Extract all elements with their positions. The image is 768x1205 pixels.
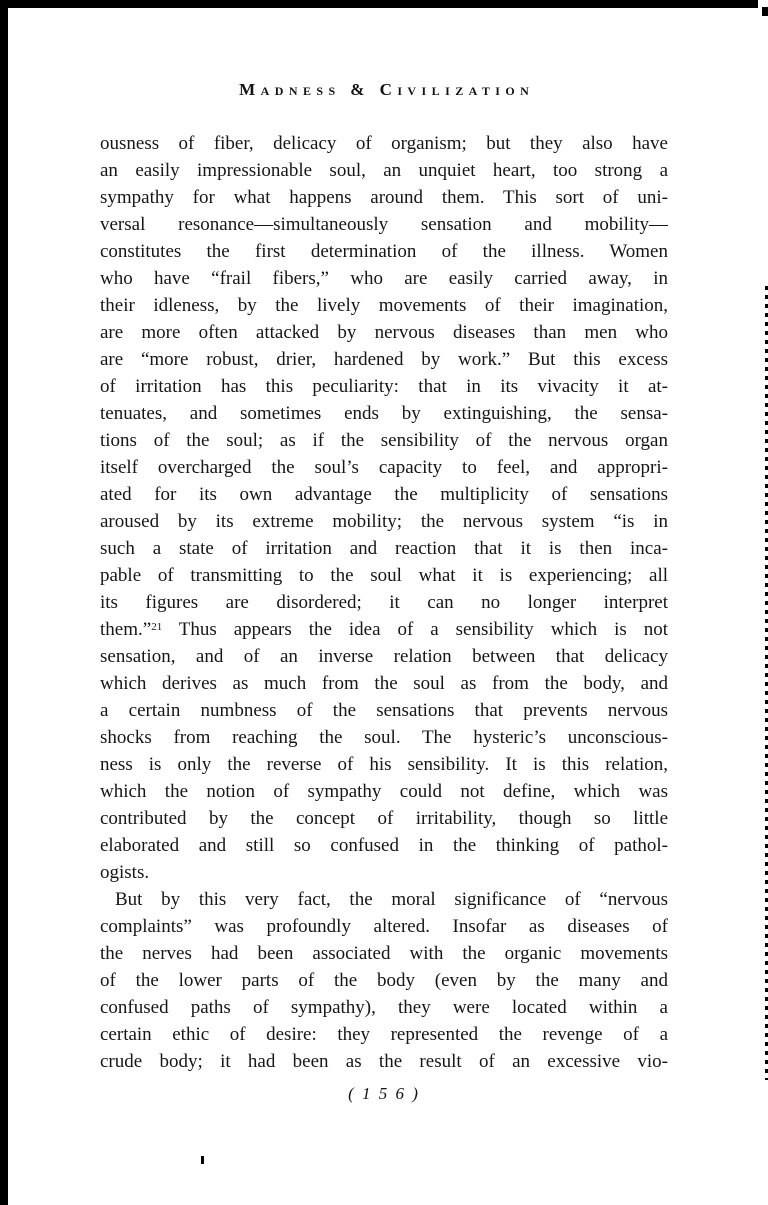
text-line: a certain numbness of the sensations that prevents nervous xyxy=(100,700,668,721)
text-line: sensation, and of an inverse relation between that delicacy xyxy=(100,646,668,667)
text-line: of irritation has this peculiarity: that in its vivacity it at- xyxy=(100,376,668,397)
text-line: tions of the soul; as if the sensibility of the nervous organ xyxy=(100,430,668,451)
text-line: constitutes the first determination of the illness. Women xyxy=(100,241,668,262)
text-line: which the notion of sympathy could not define, which was xyxy=(100,781,668,802)
page-body xyxy=(100,130,668,1075)
text-line: aroused by its extreme mobility; the nervous system “is in xyxy=(100,511,668,532)
scan-border-top xyxy=(0,0,758,8)
text-line: itself overcharged the soul’s capacity to feel, and appropri- xyxy=(100,457,668,478)
text-line: the nerves had been associated with the organic movements xyxy=(100,943,668,964)
scan-corner-mark xyxy=(762,7,768,16)
text-line: are more often attacked by nervous diseases than men who xyxy=(100,322,668,343)
text-line: ousness of fiber, delicacy of organism; but they also have xyxy=(100,133,668,154)
text-line: contributed by the concept of irritability, though so little xyxy=(100,808,668,829)
text-line: versal resonance—simultaneously sensation and mobility— xyxy=(100,214,668,235)
scan-speck xyxy=(201,1156,204,1164)
text-line: confused paths of sympathy), they were located within a xyxy=(100,997,668,1018)
text-line: ness is only the reverse of his sensibility. It is this relation, xyxy=(100,754,668,775)
footnote-ref: 21 xyxy=(151,620,163,633)
running-header: Madness & Civilization xyxy=(239,80,535,99)
paragraph xyxy=(100,130,668,886)
scan-border-left xyxy=(0,0,8,1205)
text-line: certain ethic of desire: they represented the revenge of a xyxy=(100,1024,668,1045)
text-line: them.”$^{21}$ Thus appears the idea of a sensibility which is not xyxy=(100,619,668,640)
paragraph xyxy=(100,886,668,1075)
text-line: elaborated and still so confused in the thinking of pathol- xyxy=(100,835,668,856)
text-line: their idleness, by the lively movements of their imagination, xyxy=(100,295,668,316)
text-line: complaints” was profoundly altered. Insofar as diseases of xyxy=(100,916,668,937)
text-line: tenuates, and sometimes ends by extinguishing, the sensa- xyxy=(100,403,668,424)
text-line: pable of transmitting to the soul what it is experiencing; all xyxy=(100,565,668,586)
text-line: such a state of irritation and reaction that it is then inca- xyxy=(100,538,668,559)
text-line: ated for its own advantage the multiplicity of sensations xyxy=(100,484,668,505)
text-line: ogists. xyxy=(100,862,150,883)
page-number: ( 1 5 6 ) xyxy=(348,1084,420,1103)
text-line: are “more robust, drier, hardened by work.” But this excess xyxy=(100,349,668,370)
text-line: sympathy for what happens around them. This sort of uni- xyxy=(100,187,668,208)
text-line: But by this very fact, the moral significance of “nervous xyxy=(115,889,668,910)
text-line: shocks from reaching the soul. The hysteric’s unconscious- xyxy=(100,727,668,748)
text-line: an easily impressionable soul, an unquiet heart, too strong a xyxy=(100,160,668,181)
text-line: its figures are disordered; it can no longer interpret xyxy=(100,592,668,613)
text-line: of the lower parts of the body (even by the many and xyxy=(100,970,668,991)
text-line: who have “frail fibers,” who are easily carried away, in xyxy=(100,268,668,289)
text-line: which derives as much from the soul as from the body, and xyxy=(100,673,668,694)
text-line: crude body; it had been as the result of an excessive vio- xyxy=(100,1051,668,1072)
